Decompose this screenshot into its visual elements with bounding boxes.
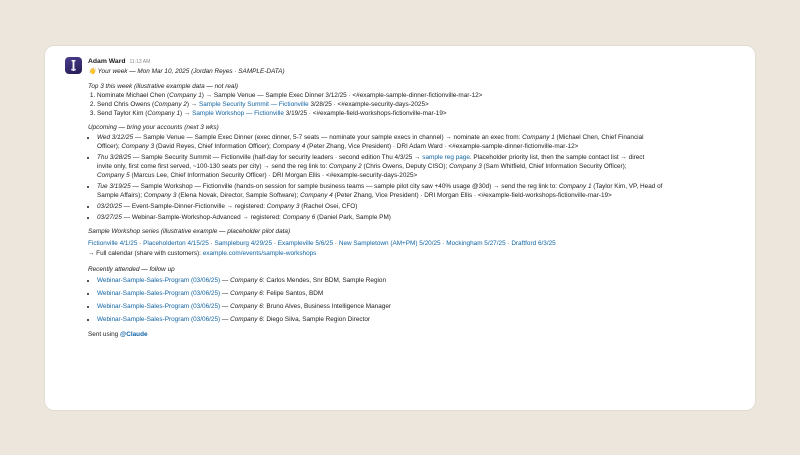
company-name: Company 6: [230, 302, 263, 310]
list-item: [97, 153, 748, 180]
item-text: (Peter Zhang, Vice President) · DRI Adam Ward · <#example-sample-dinner-fictionville-mar-12>: [305, 142, 579, 150]
item-text: (Elena Novak, Director, Sample Software);: [176, 192, 301, 200]
company-name: Company 6: [230, 289, 263, 297]
list-item: [97, 315, 748, 324]
message-card: [45, 46, 755, 410]
top3-list: [88, 91, 748, 118]
company-name: Company 1: [147, 110, 181, 118]
item-text: (Peter Zhang, Vice President) · DRI Morgan Ellis · <#example-field-workshops-fictionville-mar-19>: [332, 192, 612, 200]
separator: ·: [333, 239, 339, 247]
webinar-link[interactable]: Webinar-Sample-Sales-Program (03/06/25): [97, 276, 221, 284]
item-text: Nominate Michael Chen (: [97, 92, 170, 100]
list-item: [97, 289, 748, 298]
item-text: (Chris Owens, Deputy CISO);: [361, 162, 450, 170]
workshops-section: [88, 227, 748, 257]
top3-section: [88, 82, 748, 118]
company-name: Company 1: [522, 133, 555, 141]
calendar-text: → Full calendar (share with customers):: [88, 249, 203, 257]
attendee-text: : Diego Silva, Sample Region Director: [262, 316, 371, 324]
item-text: Officer);: [97, 142, 122, 150]
attendee-text: : Carlos Mendes, Snr BDM, Sample Region: [262, 276, 387, 284]
item-text: (Daniel Park, Sample PM): [315, 214, 391, 222]
list-item: [97, 100, 748, 109]
webinar-link[interactable]: Webinar-Sample-Sales-Program (03/06/25): [97, 316, 221, 324]
item-text: invite only, first come first served, ~100-130 seats per city) → send the reg link to:: [97, 162, 329, 170]
event-date: 03/27/25: [97, 214, 122, 222]
separator: ·: [137, 239, 144, 247]
event-link[interactable]: Sample Security Summit — Fictionville: [198, 101, 309, 109]
separator: ·: [440, 239, 447, 247]
list-item: [97, 133, 748, 151]
company-name: Company 5: [97, 171, 130, 179]
item-text: (Michael Chen, Chief Financial: [554, 133, 644, 141]
item-text: — Sample Security Summit — Fictionville (half-day for security leaders · second edition Thu 4/3/25 →: [131, 153, 423, 161]
greeting: [88, 67, 748, 76]
workshop-city-links: [88, 239, 748, 248]
waving-hand-icon: 👋: [88, 68, 96, 75]
separator: ·: [272, 239, 278, 247]
list-item: [97, 213, 748, 222]
event-date: Tue 3/19/25: [97, 183, 131, 191]
event-date: Wed 3/12/25: [97, 133, 134, 141]
item-text: Sample Affairs);: [97, 192, 144, 200]
item-text: — Sample Venue — Sample Exec Dinner (exec dinner, 5-7 seats — nominate your sample execs in channel) → nominate an exec from:: [133, 133, 523, 141]
webinar-link[interactable]: Webinar-Sample-Sales-Program (03/06/25): [97, 289, 221, 297]
company-name: Company 3: [266, 203, 300, 211]
list-item: [97, 302, 748, 311]
separator: —: [220, 302, 231, 310]
upcoming-heading: Upcoming — bring your accounts (next 3 wks): [88, 124, 219, 132]
item-text: . Placeholder priority list, then the sample contact list → direct: [469, 153, 645, 161]
full-calendar-line: [88, 249, 748, 258]
item-text: 3/19/25 · <#example-field-workshops-fictionville-mar-19>: [283, 110, 447, 118]
greeting-text: Your week — Mon Mar 10, 2025 (Jordan Reyes · SAMPLE-DATA): [97, 68, 285, 75]
item-text: — Sample Workshop — Fictionville (hands-on session for sample business teams — sample pilot city saw +40% usage @30d) → send the reg link to:: [130, 183, 559, 191]
workshops-heading: Sample Workshop series (illustrative example — placeholder pilot data): [88, 228, 291, 236]
attended-heading: Recently attended — follow up: [88, 265, 175, 273]
top3-heading: Top 3 this week (illustrative example data — not real): [88, 83, 239, 91]
upcoming-list: [88, 133, 748, 223]
separator: —: [220, 289, 231, 297]
webinar-link[interactable]: Webinar-Sample-Sales-Program (03/06/25): [97, 302, 221, 310]
item-text: — Event-Sample-Dinner-Fictionville → registered:: [121, 203, 267, 211]
item-text: (Taylor Kim, VP, Head of: [591, 183, 663, 191]
item-text: (Marcus Lee, Chief Information Security Officer) · DRI Morgan Ellis · <#example-security-days-2025>: [129, 171, 418, 179]
company-name: Company 3: [449, 162, 482, 170]
sent-using-footer: [88, 330, 748, 339]
item-text: ) →: [180, 110, 193, 118]
claude-mention[interactable]: @Claude: [119, 331, 148, 339]
event-date: Thu 3/28/25: [97, 153, 132, 161]
list-item: [97, 182, 748, 200]
separator: —: [220, 316, 231, 324]
person-silhouette-icon: [65, 57, 82, 74]
company-name: Company 6: [230, 316, 263, 324]
item-text: ) → Sample Venue — Sample Exec Dinner 3/12/25 · <#example-sample-dinner-fictionville-mar-12>: [201, 92, 483, 100]
workshop-link-draftford[interactable]: Draftford 6/3/25: [511, 239, 556, 247]
message-header: [88, 57, 748, 67]
workshop-link-new-sampletown[interactable]: New Sampletown (AM+PM) 5/20/25: [338, 239, 441, 247]
company-name: Company 1: [169, 92, 202, 100]
company-name: Company 3: [121, 142, 155, 150]
message: [88, 57, 748, 339]
separator: ·: [505, 239, 512, 247]
item-text: Send Taylor Kim (: [97, 110, 148, 118]
workshop-link-mockingham[interactable]: Mockingham 5/27/25: [446, 239, 506, 247]
company-name: Company 3: [143, 192, 177, 200]
attended-list: [88, 276, 748, 324]
list-item: [97, 109, 748, 118]
company-name: Company 4: [272, 142, 306, 150]
item-text: (David Reyes, Chief Information Officer);: [154, 142, 273, 150]
item-text: ) →: [186, 101, 199, 109]
event-link[interactable]: Sample Workshop — Fictionville: [192, 110, 284, 118]
list-item: [97, 91, 748, 100]
item-text: 3/28/25 · <#example-security-days-2025>: [308, 101, 429, 109]
reg-page-link[interactable]: sample reg page: [422, 153, 470, 161]
separator: ·: [208, 239, 215, 247]
item-text: (Rachel Osei, CFO): [299, 203, 358, 211]
list-item: [97, 276, 748, 285]
sender-name[interactable]: Adam Ward: [88, 58, 126, 65]
timestamp[interactable]: 11:13 AM: [129, 59, 151, 65]
company-name: Company 2: [154, 101, 187, 109]
company-name: Company 1: [558, 183, 592, 191]
company-name: Company 4: [300, 192, 333, 200]
attendee-text: : Bruno Alves, Business Intelligence Manager: [262, 302, 392, 310]
list-item: [97, 202, 748, 211]
company-name: Company 6: [230, 276, 263, 284]
workshop-link-placeholderton[interactable]: Placeholderton 4/15/25: [143, 239, 209, 247]
item-text: Send Chris Owens (: [97, 101, 155, 109]
upcoming-section: [88, 123, 748, 222]
item-text: (Sam Whitfield, Chief Information Security Officer);: [481, 162, 627, 170]
avatar[interactable]: [65, 57, 82, 74]
attendee-text: : Felipe Santos, BDM: [262, 289, 324, 297]
item-text: — Webinar-Sample-Workshop-Advanced → registered:: [121, 214, 283, 222]
workshop-link-sampleburg[interactable]: Sampleburg 4/29/25: [214, 239, 273, 247]
company-name: Company 2: [329, 162, 362, 170]
event-date: 03/20/25: [97, 203, 122, 211]
workshop-link-fictionville[interactable]: Fictionville 4/1/25: [88, 239, 138, 247]
full-calendar-link[interactable]: example.com/events/sample-workshops: [202, 249, 317, 257]
separator: —: [220, 276, 231, 284]
footer-text: Sent using: [88, 331, 120, 339]
company-name: Company 6: [282, 214, 316, 222]
attended-section: [88, 265, 748, 324]
workshop-link-exampleville[interactable]: Exampleville 5/6/25: [277, 239, 334, 247]
